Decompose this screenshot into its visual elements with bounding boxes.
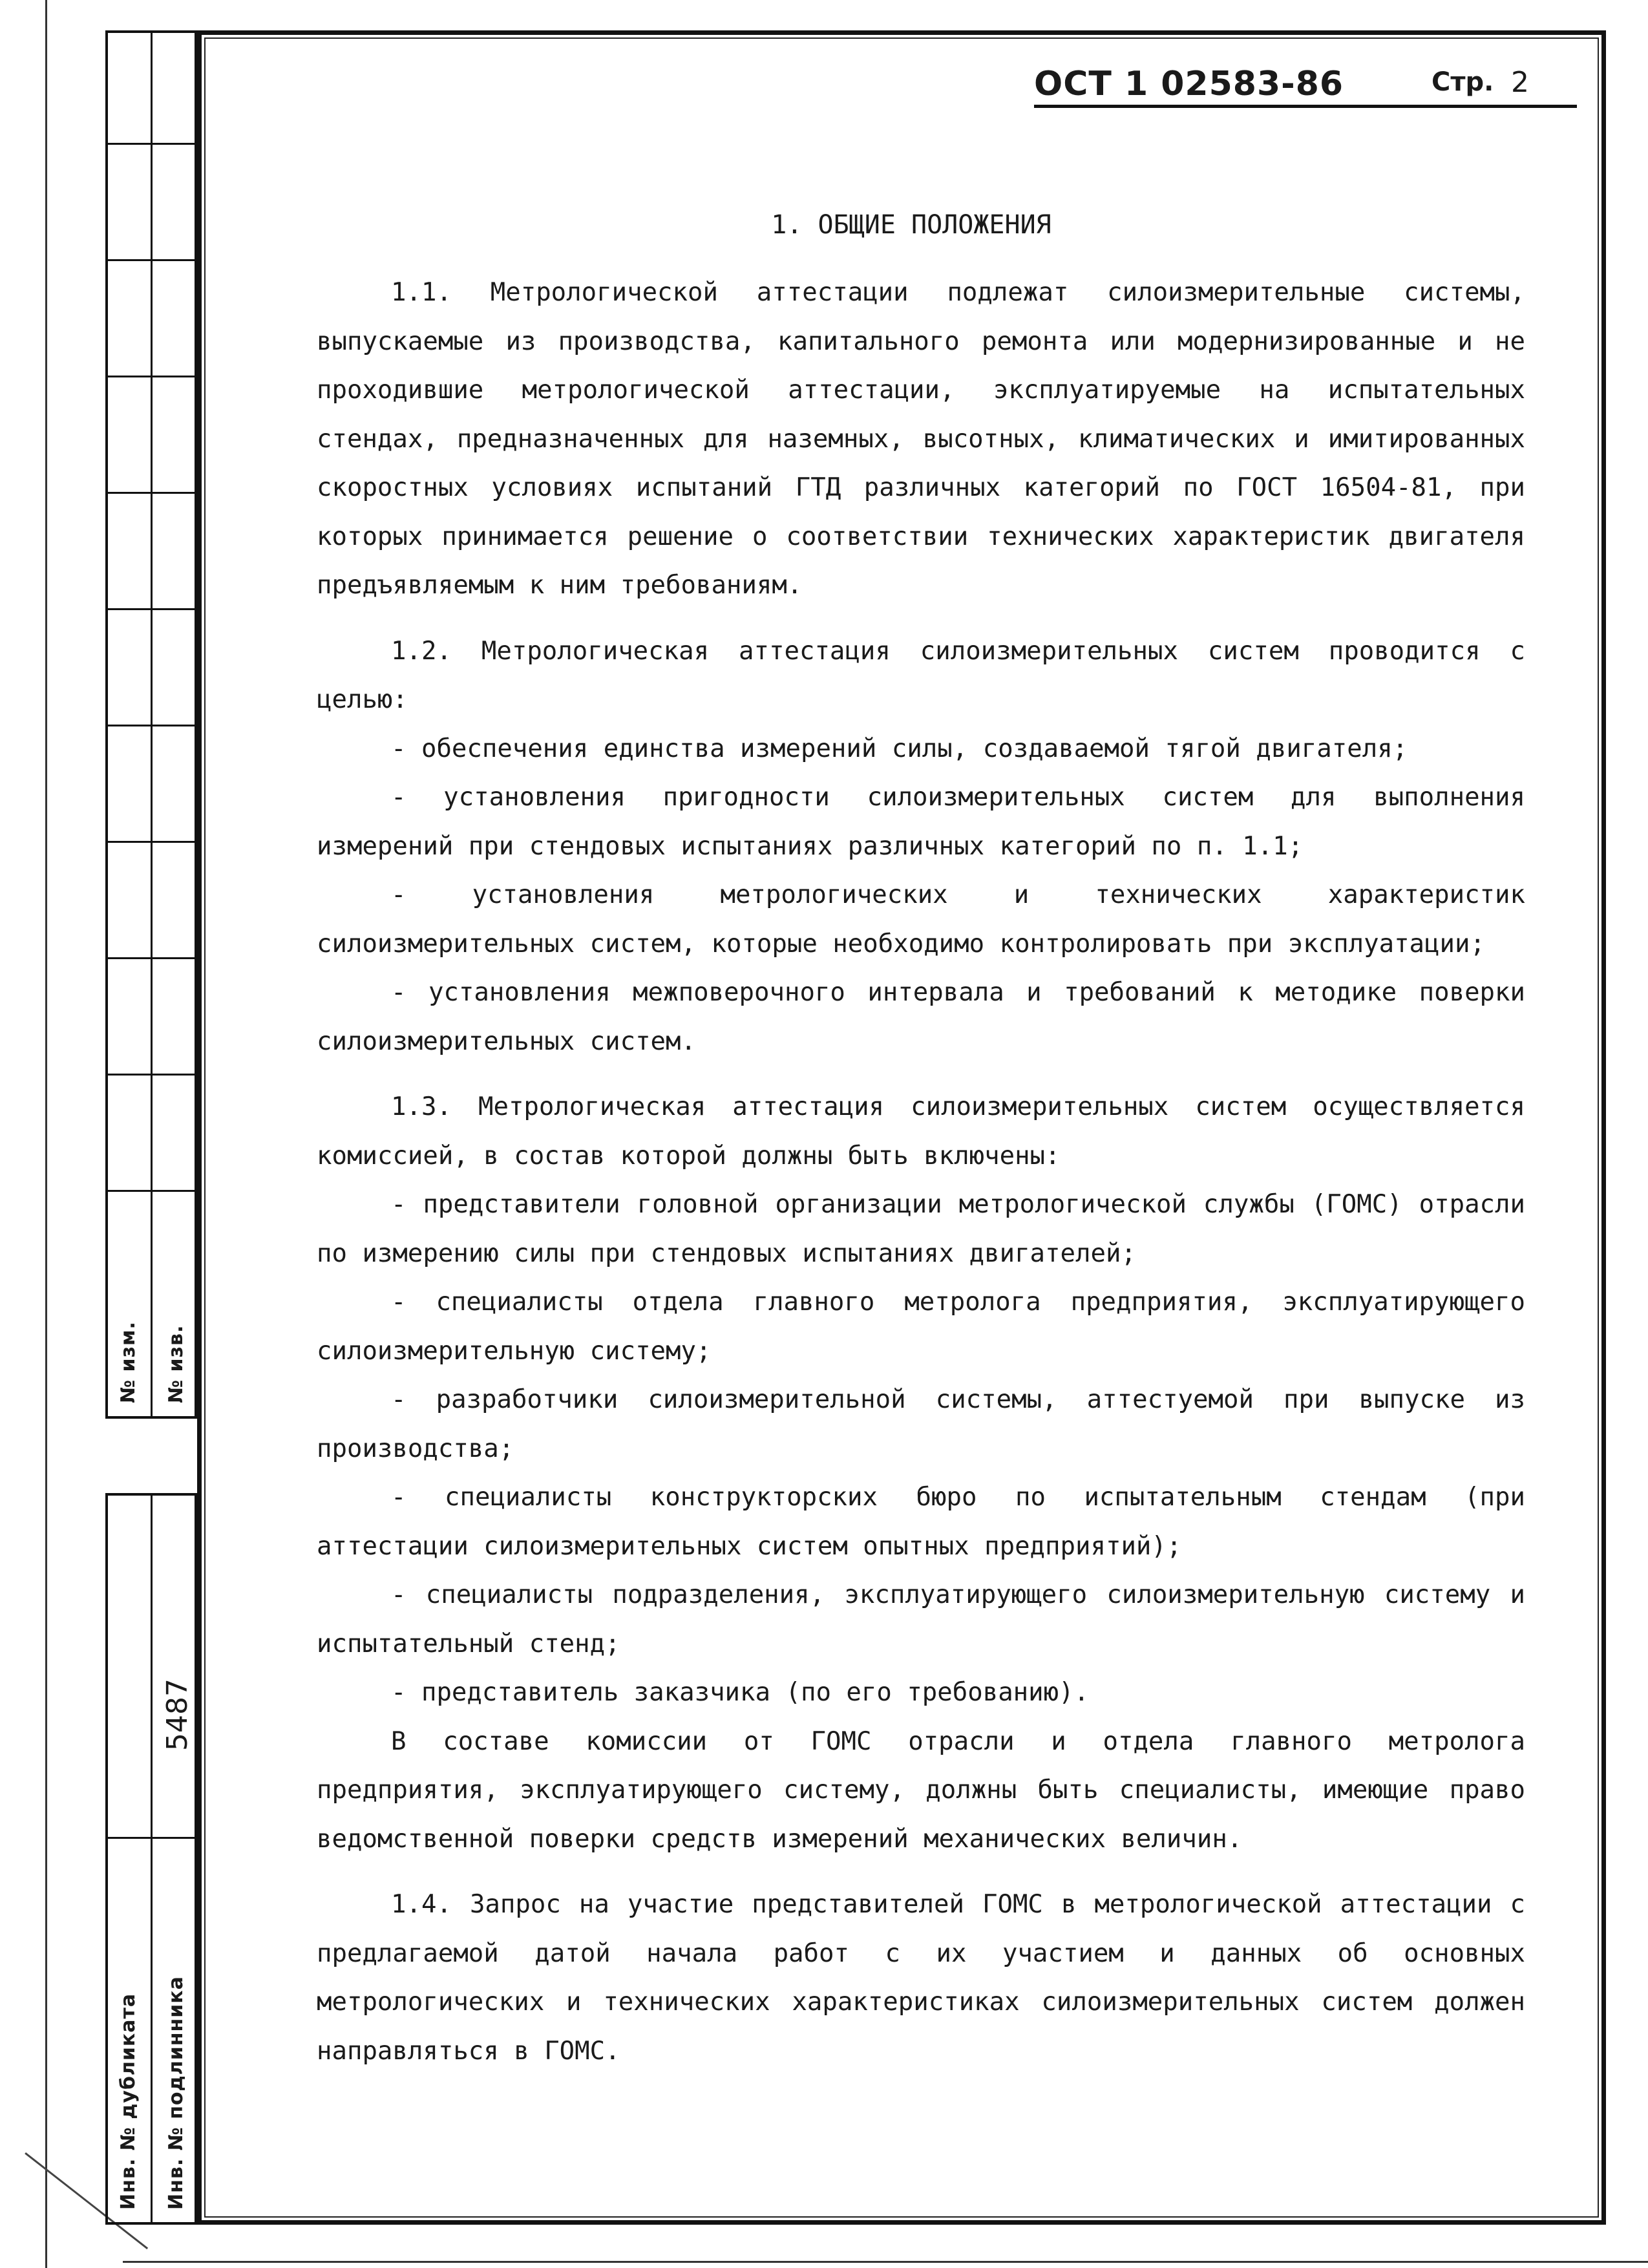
list-item: - установления пригодности силоизмерительных систем для выполнения измерений при стендовых испытаниях различных категорий по п. 1.1; xyxy=(317,783,1525,861)
paragraph-1-3: 1.3. Метрологическая аттестация силоизмерительных систем осуществляется комиссией, в состав которой должны быть включены: xyxy=(317,1092,1525,1171)
list-item: - специалисты отдела главного метролога предприятия, эксплуатирующего силоизмерительную систему; xyxy=(317,1288,1525,1366)
row-divider xyxy=(108,492,195,494)
paragraph-1-4: 1.4. Запрос на участие представителей ГОМС в метрологической аттестации с предлагаемой датой начала работ с их участием и данных об основных метрологических и технических характеристиках силоизмерительных систем должен направляться в ГОМС. xyxy=(317,1890,1525,2066)
notice-number-label: № изв. xyxy=(165,1324,187,1403)
list-item: - представители головной организации метрологической службы (ГОМС) отрасли по измерению силы при стендовых испытаниях двигателей; xyxy=(317,1190,1525,1268)
row-divider xyxy=(108,143,195,145)
paragraph-commission-note: В составе комиссии от ГОМС отрасли и отдела главного метролога предприятия, эксплуатирующего систему, должны быть специалисты, имеющие право ведомственной поверки средств измерений механических величин. xyxy=(317,1726,1525,1854)
column-divider xyxy=(151,1496,153,2222)
row-divider xyxy=(108,376,195,377)
page-label: Стр. xyxy=(1431,67,1494,97)
row-divider xyxy=(108,608,195,610)
row-divider xyxy=(108,725,195,726)
paragraph-1-1: 1.1. Метрологической аттестации подлежат силоизмерительные системы, выпускаемые из производства, капитального ремонта или модернизированные и не проходившие метрологической аттестации, эксплуатируемые на испытательных стендах, предназначенных для наземных, высотных, климатических и имитированных скоростных условиях испытаний ГТД различных категорий по ГОСТ 16504-81, при которых принимается решение о соответствии технических характеристик двигателя предъявляемым к ним требованиям. xyxy=(317,278,1525,600)
list-item: - установления метрологических и технических характеристик силоизмерительных систем, которые необходимо контролировать при эксплуатации; xyxy=(317,880,1525,959)
row-divider xyxy=(108,1190,195,1192)
page-number: 2 xyxy=(1511,66,1529,99)
row-divider xyxy=(108,957,195,959)
row-divider xyxy=(108,1074,195,1076)
list-item: - обеспечения единства измерений силы, создаваемой тягой двигателя; xyxy=(391,734,1408,763)
row-divider xyxy=(108,841,195,843)
duplicate-inventory-label: Инв. № дубликата xyxy=(117,1993,140,2210)
document-body xyxy=(317,268,1525,2075)
row-divider xyxy=(108,259,195,261)
document-code: ОСТ 1 02583-86 xyxy=(1034,65,1344,103)
list-item: - специалисты конструкторских бюро по испытательным стендам (при аттестации силоизмерительных систем опытных предприятий); xyxy=(317,1483,1525,1561)
list-item: - специалисты подразделения, эксплуатирующего силоизмерительную систему и испытательный стенд; xyxy=(317,1580,1525,1659)
side-stamp-bottom xyxy=(105,1493,197,2225)
change-number-label: № изм. xyxy=(117,1321,140,1403)
paragraph-1-2: 1.2. Метрологическая аттестация силоизмерительных систем проводится с целью: xyxy=(317,636,1525,714)
section-title: 1. ОБЩИЕ ПОЛОЖЕНИЯ xyxy=(771,210,1051,240)
list-item: - разработчики силоизмерительной системы, аттестуемой при выпуске из производства; xyxy=(317,1385,1525,1463)
scan-edge-left xyxy=(45,0,47,2268)
list-item: - представитель заказчика (по его требованию). xyxy=(391,1678,1090,1707)
original-inventory-label: Инв. № подлинника xyxy=(165,1976,187,2210)
inventory-number: 5487 xyxy=(161,1679,194,1751)
header-rule xyxy=(1034,105,1577,108)
row-divider xyxy=(108,1837,195,1839)
scan-edge-bottom xyxy=(123,2261,1648,2263)
list-item: - установления межповерочного интервала и требований к методике поверки силоизмерительных систем. xyxy=(317,978,1525,1056)
